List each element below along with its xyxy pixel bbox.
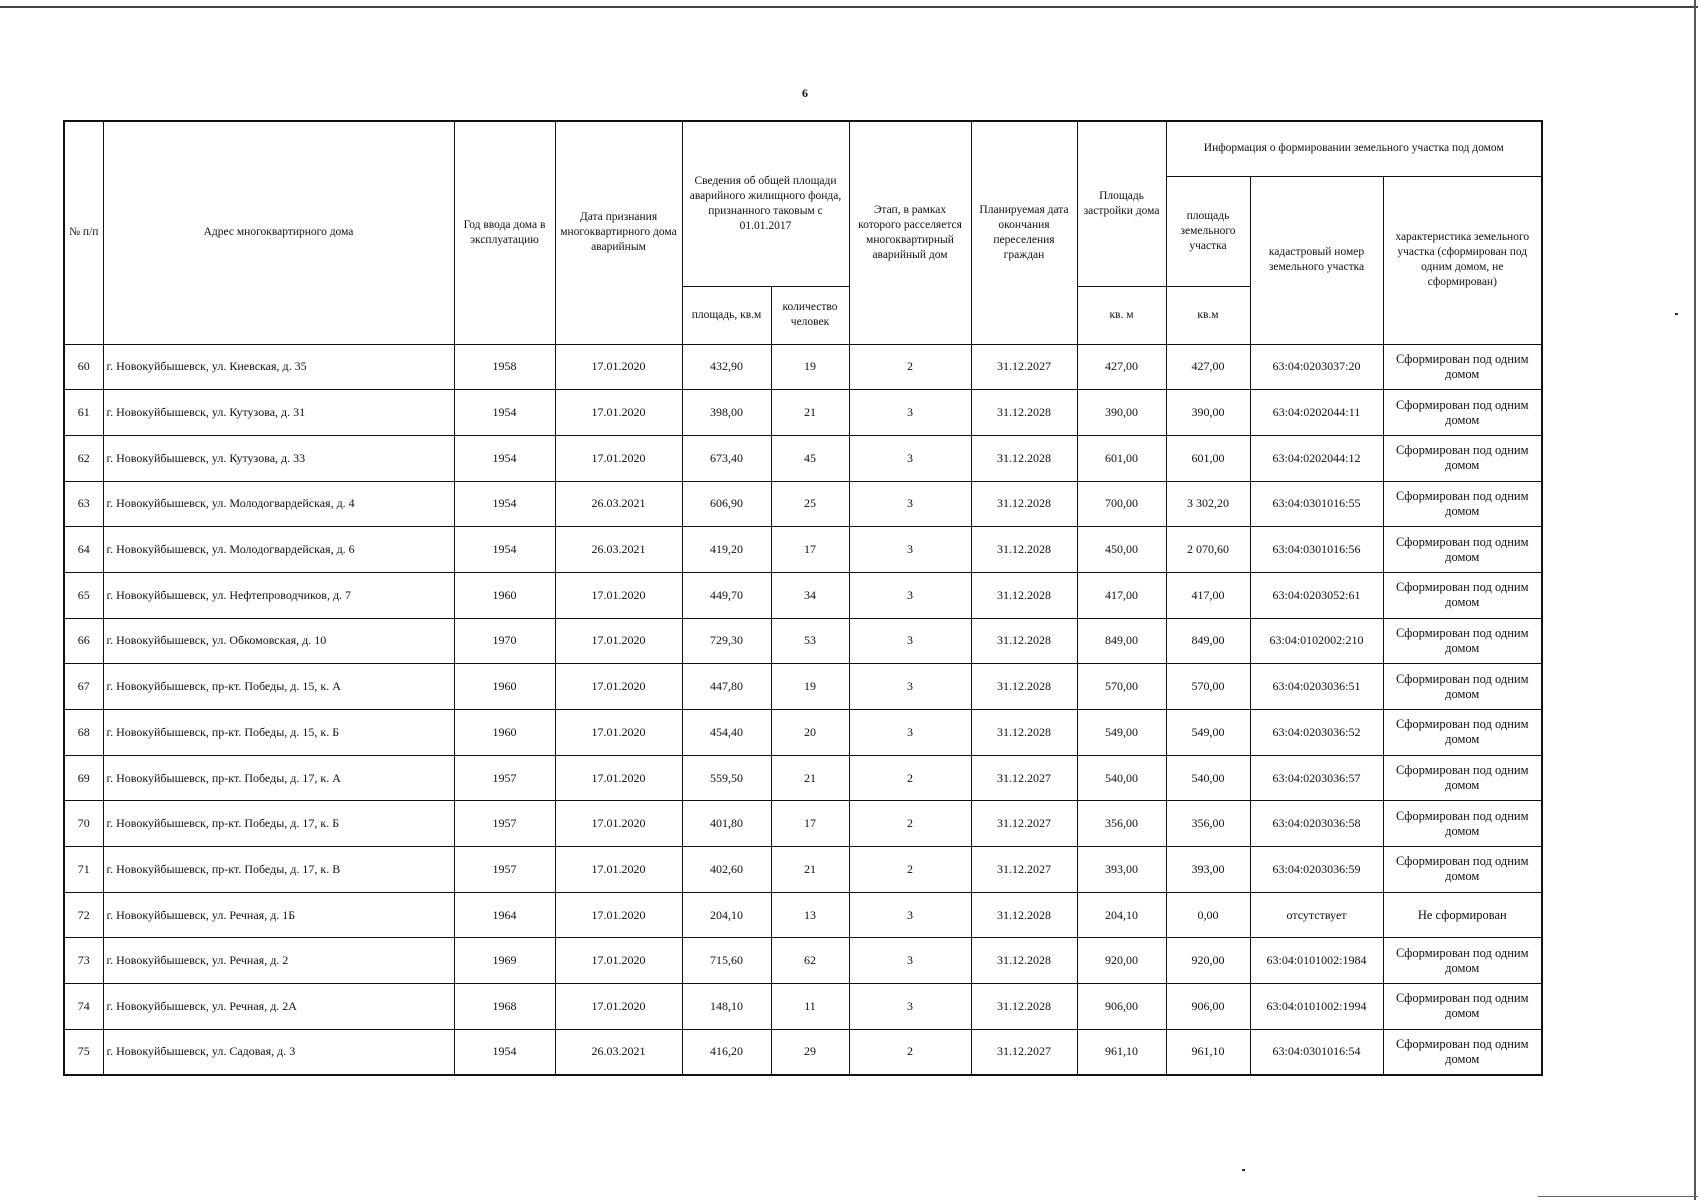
cell-cadastral: 63:04:0202044:11 xyxy=(1250,390,1383,436)
table-row xyxy=(64,390,1542,436)
cell-year: 1954 xyxy=(454,390,555,436)
cell-area: 416,20 xyxy=(682,1029,771,1075)
table-row xyxy=(64,984,1542,1030)
cell-land-area: 393,00 xyxy=(1166,847,1250,893)
table-row xyxy=(64,435,1542,481)
header-people-sub: количество человек xyxy=(771,286,849,344)
header-cadastral: кадастровый номер земельного участка xyxy=(1250,176,1383,344)
cell-land-char: Сформирован под одним домом xyxy=(1383,847,1542,893)
table-row xyxy=(64,801,1542,847)
cell-area: 398,00 xyxy=(682,390,771,436)
table-header xyxy=(64,121,1542,344)
cell-land-area: 390,00 xyxy=(1166,390,1250,436)
cell-people: 25 xyxy=(771,481,849,527)
cell-people: 62 xyxy=(771,938,849,984)
cell-num: 75 xyxy=(64,1029,103,1075)
cell-num: 72 xyxy=(64,892,103,938)
cell-year: 1954 xyxy=(454,1029,555,1075)
cell-num: 71 xyxy=(64,847,103,893)
cell-land-area: 540,00 xyxy=(1166,755,1250,801)
cell-cadastral: 63:04:0101002:1994 xyxy=(1250,984,1383,1030)
cell-year: 1957 xyxy=(454,801,555,847)
cell-building-area: 450,00 xyxy=(1077,527,1166,573)
cell-building-area: 920,00 xyxy=(1077,938,1166,984)
table-row xyxy=(64,892,1542,938)
cell-cadastral: 63:04:0102002:210 xyxy=(1250,618,1383,664)
cell-people: 13 xyxy=(771,892,849,938)
cell-stage: 3 xyxy=(849,390,971,436)
table-row xyxy=(64,847,1542,893)
table-row xyxy=(64,664,1542,710)
header-land-area: площадь земельного участка xyxy=(1166,176,1250,286)
cell-date-recognized: 17.01.2020 xyxy=(555,710,682,756)
cell-planned-date: 31.12.2027 xyxy=(971,847,1077,893)
cell-address: г. Новокуйбышевск, ул. Речная, д. 2 xyxy=(103,938,454,984)
cell-land-char: Сформирован под одним домом xyxy=(1383,481,1542,527)
cell-date-recognized: 26.03.2021 xyxy=(555,527,682,573)
cell-address: г. Новокуйбышевск, ул. Молодогвардейская, д. 4 xyxy=(103,481,454,527)
cell-address: г. Новокуйбышевск, пр-кт. Победы, д. 15, к. А xyxy=(103,664,454,710)
cell-land-char: Сформирован под одним домом xyxy=(1383,572,1542,618)
table-row xyxy=(64,344,1542,390)
cell-address: г. Новокуйбышевск, ул. Обкомовская, д. 10 xyxy=(103,618,454,664)
cell-planned-date: 31.12.2028 xyxy=(971,892,1077,938)
cell-area: 715,60 xyxy=(682,938,771,984)
header-date-recognized: Дата признания многоквартирного дома аварийным xyxy=(555,121,682,344)
cell-stage: 2 xyxy=(849,847,971,893)
cell-people: 29 xyxy=(771,1029,849,1075)
cell-year: 1969 xyxy=(454,938,555,984)
cell-people: 17 xyxy=(771,801,849,847)
cell-year: 1960 xyxy=(454,572,555,618)
cell-stage: 3 xyxy=(849,892,971,938)
cell-planned-date: 31.12.2028 xyxy=(971,390,1077,436)
cell-building-area: 356,00 xyxy=(1077,801,1166,847)
cell-address: г. Новокуйбышевск, ул. Киевская, д. 35 xyxy=(103,344,454,390)
cell-address: г. Новокуйбышевск, ул. Молодогвардейская, д. 6 xyxy=(103,527,454,573)
header-num: № п/п xyxy=(64,121,103,344)
cell-address: г. Новокуйбышевск, ул. Кутузова, д. 33 xyxy=(103,435,454,481)
cell-address: г. Новокуйбышевск, пр-кт. Победы, д. 17, к. Б xyxy=(103,801,454,847)
cell-planned-date: 31.12.2028 xyxy=(971,481,1077,527)
cell-planned-date: 31.12.2028 xyxy=(971,938,1077,984)
cell-building-area: 961,10 xyxy=(1077,1029,1166,1075)
cell-cadastral: 63:04:0203036:51 xyxy=(1250,664,1383,710)
cell-date-recognized: 17.01.2020 xyxy=(555,618,682,664)
cell-stage: 2 xyxy=(849,801,971,847)
cell-land-char: Сформирован под одним домом xyxy=(1383,755,1542,801)
cell-cadastral: 63:04:0203036:57 xyxy=(1250,755,1383,801)
cell-date-recognized: 26.03.2021 xyxy=(555,481,682,527)
cell-stage: 3 xyxy=(849,481,971,527)
cell-land-char: Сформирован под одним домом xyxy=(1383,938,1542,984)
cell-area: 204,10 xyxy=(682,892,771,938)
header-area-info: Сведения об общей площади аварийного жилищного фонда, признанного таковым с 01.01.2017 xyxy=(682,121,849,286)
cell-cadastral: 63:04:0203036:59 xyxy=(1250,847,1383,893)
cell-num: 62 xyxy=(64,435,103,481)
cell-cadastral: 63:04:0203036:58 xyxy=(1250,801,1383,847)
cell-land-char: Сформирован под одним домом xyxy=(1383,710,1542,756)
cell-land-area: 570,00 xyxy=(1166,664,1250,710)
cell-land-char: Сформирован под одним домом xyxy=(1383,664,1542,710)
cell-planned-date: 31.12.2028 xyxy=(971,527,1077,573)
cell-cadastral: 63:04:0301016:56 xyxy=(1250,527,1383,573)
cell-year: 1968 xyxy=(454,984,555,1030)
cell-planned-date: 31.12.2027 xyxy=(971,801,1077,847)
header-building-unit: кв. м xyxy=(1077,286,1166,344)
cell-num: 67 xyxy=(64,664,103,710)
cell-people: 34 xyxy=(771,572,849,618)
cell-address: г. Новокуйбышевск, пр-кт. Победы, д. 17, к. А xyxy=(103,755,454,801)
cell-land-char: Сформирован под одним домом xyxy=(1383,435,1542,481)
cell-people: 17 xyxy=(771,527,849,573)
cell-year: 1957 xyxy=(454,755,555,801)
cell-date-recognized: 17.01.2020 xyxy=(555,801,682,847)
table-row xyxy=(64,710,1542,756)
cell-cadastral: 63:04:0203036:52 xyxy=(1250,710,1383,756)
cell-planned-date: 31.12.2027 xyxy=(971,344,1077,390)
cell-year: 1958 xyxy=(454,344,555,390)
cell-area: 673,40 xyxy=(682,435,771,481)
cell-people: 21 xyxy=(771,847,849,893)
cell-year: 1970 xyxy=(454,618,555,664)
cell-num: 65 xyxy=(64,572,103,618)
cell-address: г. Новокуйбышевск, ул. Речная, д. 1Б xyxy=(103,892,454,938)
cell-land-area: 356,00 xyxy=(1166,801,1250,847)
table-row xyxy=(64,481,1542,527)
cell-land-area: 417,00 xyxy=(1166,572,1250,618)
cell-num: 60 xyxy=(64,344,103,390)
cell-stage: 3 xyxy=(849,938,971,984)
cell-land-char: Сформирован под одним домом xyxy=(1383,527,1542,573)
cell-address: г. Новокуйбышевск, пр-кт. Победы, д. 17, к. В xyxy=(103,847,454,893)
cell-building-area: 601,00 xyxy=(1077,435,1166,481)
cell-year: 1964 xyxy=(454,892,555,938)
cell-land-area: 920,00 xyxy=(1166,938,1250,984)
cell-stage: 3 xyxy=(849,664,971,710)
cell-land-area: 3 302,20 xyxy=(1166,481,1250,527)
header-address: Адрес многоквартирного дома xyxy=(103,121,454,344)
cell-stage: 2 xyxy=(849,1029,971,1075)
cell-num: 69 xyxy=(64,755,103,801)
header-area-sub: площадь, кв.м xyxy=(682,286,771,344)
cell-cadastral: 63:04:0301016:54 xyxy=(1250,1029,1383,1075)
header-year: Год ввода дома в эксплуатацию xyxy=(454,121,555,344)
housing-table xyxy=(63,120,1543,1076)
cell-building-area: 700,00 xyxy=(1077,481,1166,527)
cell-area: 401,80 xyxy=(682,801,771,847)
cell-land-area: 427,00 xyxy=(1166,344,1250,390)
cell-land-char: Сформирован под одним домом xyxy=(1383,390,1542,436)
scan-edge-top xyxy=(0,6,1698,8)
cell-area: 419,20 xyxy=(682,527,771,573)
cell-land-area: 0,00 xyxy=(1166,892,1250,938)
cell-planned-date: 31.12.2028 xyxy=(971,710,1077,756)
cell-stage: 3 xyxy=(849,984,971,1030)
cell-building-area: 417,00 xyxy=(1077,572,1166,618)
header-planned-date: Планируемая дата окончания переселения граждан xyxy=(971,121,1077,344)
cell-planned-date: 31.12.2028 xyxy=(971,435,1077,481)
cell-cadastral: 63:04:0202044:12 xyxy=(1250,435,1383,481)
cell-land-char: Сформирован под одним домом xyxy=(1383,984,1542,1030)
cell-building-area: 540,00 xyxy=(1077,755,1166,801)
cell-date-recognized: 17.01.2020 xyxy=(555,572,682,618)
header-land-unit: кв.м xyxy=(1166,286,1250,344)
cell-people: 45 xyxy=(771,435,849,481)
cell-stage: 3 xyxy=(849,527,971,573)
header-land-char: характеристика земельного участка (сформирован под одним домом, не сформирован) xyxy=(1383,176,1542,344)
cell-land-char: Сформирован под одним домом xyxy=(1383,344,1542,390)
scan-speck xyxy=(1675,313,1678,315)
cell-stage: 3 xyxy=(849,572,971,618)
cell-stage: 2 xyxy=(849,344,971,390)
table-row xyxy=(64,938,1542,984)
cell-cadastral: 63:04:0301016:55 xyxy=(1250,481,1383,527)
cell-address: г. Новокуйбышевск, ул. Речная, д. 2А xyxy=(103,984,454,1030)
cell-planned-date: 31.12.2027 xyxy=(971,755,1077,801)
cell-building-area: 390,00 xyxy=(1077,390,1166,436)
cell-building-area: 427,00 xyxy=(1077,344,1166,390)
cell-area: 432,90 xyxy=(682,344,771,390)
cell-num: 70 xyxy=(64,801,103,847)
table-row xyxy=(64,1029,1542,1075)
cell-land-area: 2 070,60 xyxy=(1166,527,1250,573)
cell-year: 1954 xyxy=(454,527,555,573)
table-row xyxy=(64,527,1542,573)
cell-cadastral: отсутствует xyxy=(1250,892,1383,938)
table-row xyxy=(64,572,1542,618)
cell-address: г. Новокуйбышевск, ул. Садовая, д. 3 xyxy=(103,1029,454,1075)
table-row xyxy=(64,618,1542,664)
cell-area: 454,40 xyxy=(682,710,771,756)
cell-building-area: 204,10 xyxy=(1077,892,1166,938)
cell-people: 21 xyxy=(771,390,849,436)
cell-num: 63 xyxy=(64,481,103,527)
header-stage: Этап, в рамках которого расселяется многоквартирный аварийный дом xyxy=(849,121,971,344)
cell-stage: 3 xyxy=(849,710,971,756)
cell-building-area: 393,00 xyxy=(1077,847,1166,893)
cell-planned-date: 31.12.2028 xyxy=(971,984,1077,1030)
cell-num: 64 xyxy=(64,527,103,573)
cell-address: г. Новокуйбышевск, ул. Нефтепроводчиков, д. 7 xyxy=(103,572,454,618)
scan-edge-bottom xyxy=(1538,1196,1698,1197)
cell-planned-date: 31.12.2028 xyxy=(971,664,1077,710)
cell-date-recognized: 17.01.2020 xyxy=(555,847,682,893)
cell-area: 447,80 xyxy=(682,664,771,710)
cell-year: 1954 xyxy=(454,481,555,527)
cell-date-recognized: 17.01.2020 xyxy=(555,938,682,984)
cell-date-recognized: 17.01.2020 xyxy=(555,435,682,481)
cell-date-recognized: 17.01.2020 xyxy=(555,390,682,436)
cell-cadastral: 63:04:0203037:20 xyxy=(1250,344,1383,390)
scan-edge-right xyxy=(1694,0,1696,1200)
cell-land-area: 601,00 xyxy=(1166,435,1250,481)
cell-people: 20 xyxy=(771,710,849,756)
cell-people: 19 xyxy=(771,664,849,710)
cell-num: 74 xyxy=(64,984,103,1030)
cell-num: 61 xyxy=(64,390,103,436)
cell-land-area: 906,00 xyxy=(1166,984,1250,1030)
cell-date-recognized: 17.01.2020 xyxy=(555,892,682,938)
cell-stage: 2 xyxy=(849,755,971,801)
cell-people: 11 xyxy=(771,984,849,1030)
cell-area: 449,70 xyxy=(682,572,771,618)
scan-speck xyxy=(1242,1169,1245,1171)
table-body xyxy=(64,344,1542,1075)
cell-area: 606,90 xyxy=(682,481,771,527)
header-land-group: Информация о формировании земельного участка под домом xyxy=(1166,121,1542,176)
cell-land-char: Сформирован под одним домом xyxy=(1383,1029,1542,1075)
cell-land-char: Сформирован под одним домом xyxy=(1383,801,1542,847)
cell-area: 729,30 xyxy=(682,618,771,664)
cell-people: 53 xyxy=(771,618,849,664)
cell-land-area: 961,10 xyxy=(1166,1029,1250,1075)
cell-people: 21 xyxy=(771,755,849,801)
page-number: 6 xyxy=(802,86,808,100)
cell-planned-date: 31.12.2028 xyxy=(971,572,1077,618)
cell-area: 148,10 xyxy=(682,984,771,1030)
cell-land-area: 849,00 xyxy=(1166,618,1250,664)
cell-planned-date: 31.12.2027 xyxy=(971,1029,1077,1075)
cell-num: 68 xyxy=(64,710,103,756)
cell-area: 559,50 xyxy=(682,755,771,801)
cell-year: 1960 xyxy=(454,710,555,756)
cell-num: 73 xyxy=(64,938,103,984)
cell-num: 66 xyxy=(64,618,103,664)
cell-cadastral: 63:04:0203052:61 xyxy=(1250,572,1383,618)
table-row xyxy=(64,755,1542,801)
cell-date-recognized: 26.03.2021 xyxy=(555,1029,682,1075)
cell-date-recognized: 17.01.2020 xyxy=(555,984,682,1030)
cell-land-area: 549,00 xyxy=(1166,710,1250,756)
cell-year: 1954 xyxy=(454,435,555,481)
cell-date-recognized: 17.01.2020 xyxy=(555,344,682,390)
cell-cadastral: 63:04:0101002:1984 xyxy=(1250,938,1383,984)
cell-land-char: Не сформирован xyxy=(1383,892,1542,938)
cell-land-char: Сформирован под одним домом xyxy=(1383,618,1542,664)
cell-people: 19 xyxy=(771,344,849,390)
cell-year: 1957 xyxy=(454,847,555,893)
header-building-area: Площадь застройки дома xyxy=(1077,121,1166,286)
cell-address: г. Новокуйбышевск, пр-кт. Победы, д. 15, к. Б xyxy=(103,710,454,756)
cell-building-area: 849,00 xyxy=(1077,618,1166,664)
cell-planned-date: 31.12.2028 xyxy=(971,618,1077,664)
cell-area: 402,60 xyxy=(682,847,771,893)
cell-stage: 3 xyxy=(849,435,971,481)
cell-year: 1960 xyxy=(454,664,555,710)
cell-building-area: 906,00 xyxy=(1077,984,1166,1030)
cell-stage: 3 xyxy=(849,618,971,664)
cell-address: г. Новокуйбышевск, ул. Кутузова, д. 31 xyxy=(103,390,454,436)
cell-date-recognized: 17.01.2020 xyxy=(555,664,682,710)
cell-building-area: 549,00 xyxy=(1077,710,1166,756)
cell-building-area: 570,00 xyxy=(1077,664,1166,710)
cell-date-recognized: 17.01.2020 xyxy=(555,755,682,801)
